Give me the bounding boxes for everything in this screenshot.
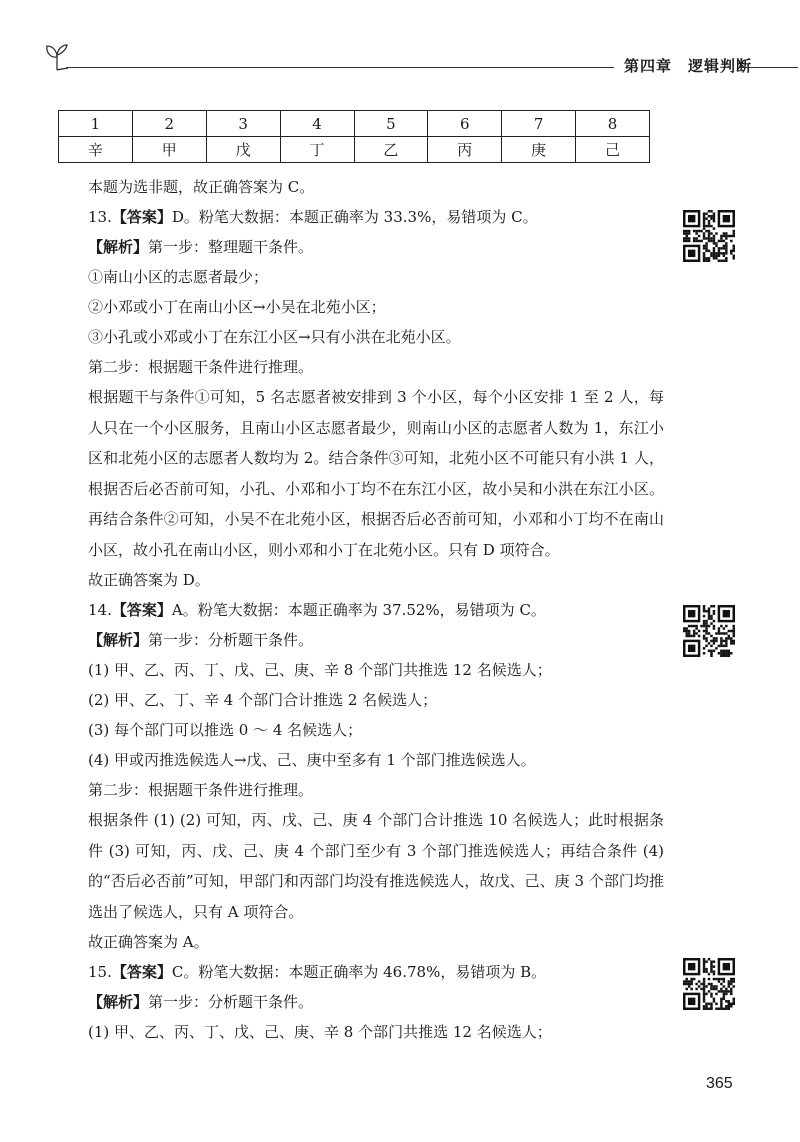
table-cell: 1	[59, 111, 133, 137]
reasoning-paragraph: 根据题干与条件①可知，5 名志愿者被安排到 3 个小区，每个小区安排 1 至 2 人，每人只在一个小区服务，且南山小区志愿者最少，则南山小区的志愿者人数为 1，东江小区和北苑小区的志愿者人数均为 2。结合条件③可知，北苑小区不可能只有小洪 1 人，根据否后必否前可知，小孔、小邓和小丁均不在东江小区，故小吴和小洪在东江小区。再结合条件②可知，小吴不在北苑小区，根据否后必否前可知，小邓和小丁均不在南山小区，故小孔在南山小区，则小邓和小丁在北苑小区。只有 D 项符合。	[88, 388, 664, 559]
table-cell: 己	[576, 137, 650, 163]
table-row-stems	[59, 137, 650, 163]
condition-line: ①南山小区的志愿者最少；	[88, 268, 269, 286]
reasoning-paragraph: 根据条件 (1) (2) 可知，丙、戊、己、庚 4 个部门合计推选 10 名候选人；此时根据条件 (3) 可知，丙、戊、己、庚 4 个部门至少有 3 个部门推选候选人；再结合条件 (4) 的“否后必否前”可知，甲部门和丙部门均没有推选候选人，故戊、己、庚 3 个部门均推选出了候选人，只有 A 项符合。	[88, 811, 664, 921]
answer-tag: 【答案】	[111, 208, 172, 226]
table-cell: 8	[576, 111, 650, 137]
q14-answer-line	[56, 595, 664, 625]
header-rule-left	[66, 67, 614, 68]
question-number: 13.	[88, 208, 112, 226]
table-cell: 丙	[428, 137, 502, 163]
question-number: 14.	[88, 601, 112, 619]
page-header	[40, 42, 760, 82]
table-cell: 7	[502, 111, 576, 137]
analysis-tag: 【解析】	[88, 631, 149, 649]
table-cell: 5	[354, 111, 428, 137]
answer-conclusion: 故正确答案为 D。	[88, 571, 210, 589]
q13-analysis-line	[56, 232, 664, 262]
condition-line: (2) 甲、乙、丁、辛 4 个部门合计推选 2 名候选人；	[88, 691, 438, 709]
answer-conclusion: 本题为选非题，故正确答案为 C。	[88, 178, 315, 196]
condition-line: (3) 每个部门可以推选 0 ～ 4 名候选人；	[88, 721, 363, 739]
table-cell: 戊	[206, 137, 280, 163]
qr-code-icon[interactable]	[683, 210, 735, 262]
q14-analysis-line	[56, 625, 664, 655]
answer-text: D。粉笔大数据：本题正确率为 33.3%，易错项为 C。	[171, 208, 538, 226]
analysis-text: 第一步：整理题干条件。	[148, 238, 314, 256]
order-table	[58, 110, 650, 163]
step-line: 第二步：根据题干条件进行推理。	[88, 358, 314, 376]
chapter-title: 第四章 逻辑判断	[624, 57, 753, 75]
qr-code-icon[interactable]	[683, 605, 735, 657]
condition-line: ③小孔或小邓或小丁在东江小区→只有小洪在北苑小区。	[88, 328, 461, 346]
analysis-text: 第一步：分析题干条件。	[148, 631, 314, 649]
answer-conclusion: 故正确答案为 A。	[88, 933, 209, 951]
question-number: 15.	[88, 963, 112, 981]
q15-analysis-line	[56, 987, 664, 1017]
header-rule-right	[740, 67, 798, 68]
analysis-text: 第一步：分析题干条件。	[148, 993, 314, 1011]
answer-tag: 【答案】	[111, 963, 172, 981]
table-cell: 2	[132, 111, 206, 137]
answer-tag: 【答案】	[111, 601, 172, 619]
step-line: 第二步：根据题干条件进行推理。	[88, 781, 314, 799]
q15-answer-line	[56, 957, 664, 987]
analysis-tag: 【解析】	[88, 993, 149, 1011]
table-cell: 甲	[132, 137, 206, 163]
table-cell: 4	[280, 111, 354, 137]
condition-line: ②小邓或小丁在南山小区→小吴在北苑小区；	[88, 298, 386, 316]
table-cell: 丁	[280, 137, 354, 163]
q13-answer-line	[56, 202, 664, 232]
table-cell: 辛	[59, 137, 133, 163]
table-row-numbers	[59, 111, 650, 137]
answer-text: A。粉笔大数据：本题正确率为 37.52%，易错项为 C。	[171, 601, 546, 619]
page-number: 365	[706, 1075, 733, 1092]
condition-line: (4) 甲或丙推选候选人→戊、己、庚中至多有 1 个部门推选候选人。	[88, 751, 536, 769]
condition-line: (1) 甲、乙、丙、丁、戊、己、庚、辛 8 个部门共推选 12 名候选人；	[88, 661, 552, 679]
condition-line: (1) 甲、乙、丙、丁、戊、己、庚、辛 8 个部门共推选 12 名候选人；	[88, 1023, 552, 1041]
answer-text: C。粉笔大数据：本题正确率为 46.78%，易错项为 B。	[171, 963, 547, 981]
analysis-tag: 【解析】	[88, 238, 149, 256]
table-cell: 乙	[354, 137, 428, 163]
qr-code-icon[interactable]	[683, 958, 735, 1010]
answer-body	[56, 172, 664, 1047]
table-cell: 6	[428, 111, 502, 137]
table-cell: 庚	[502, 137, 576, 163]
table-cell: 3	[206, 111, 280, 137]
